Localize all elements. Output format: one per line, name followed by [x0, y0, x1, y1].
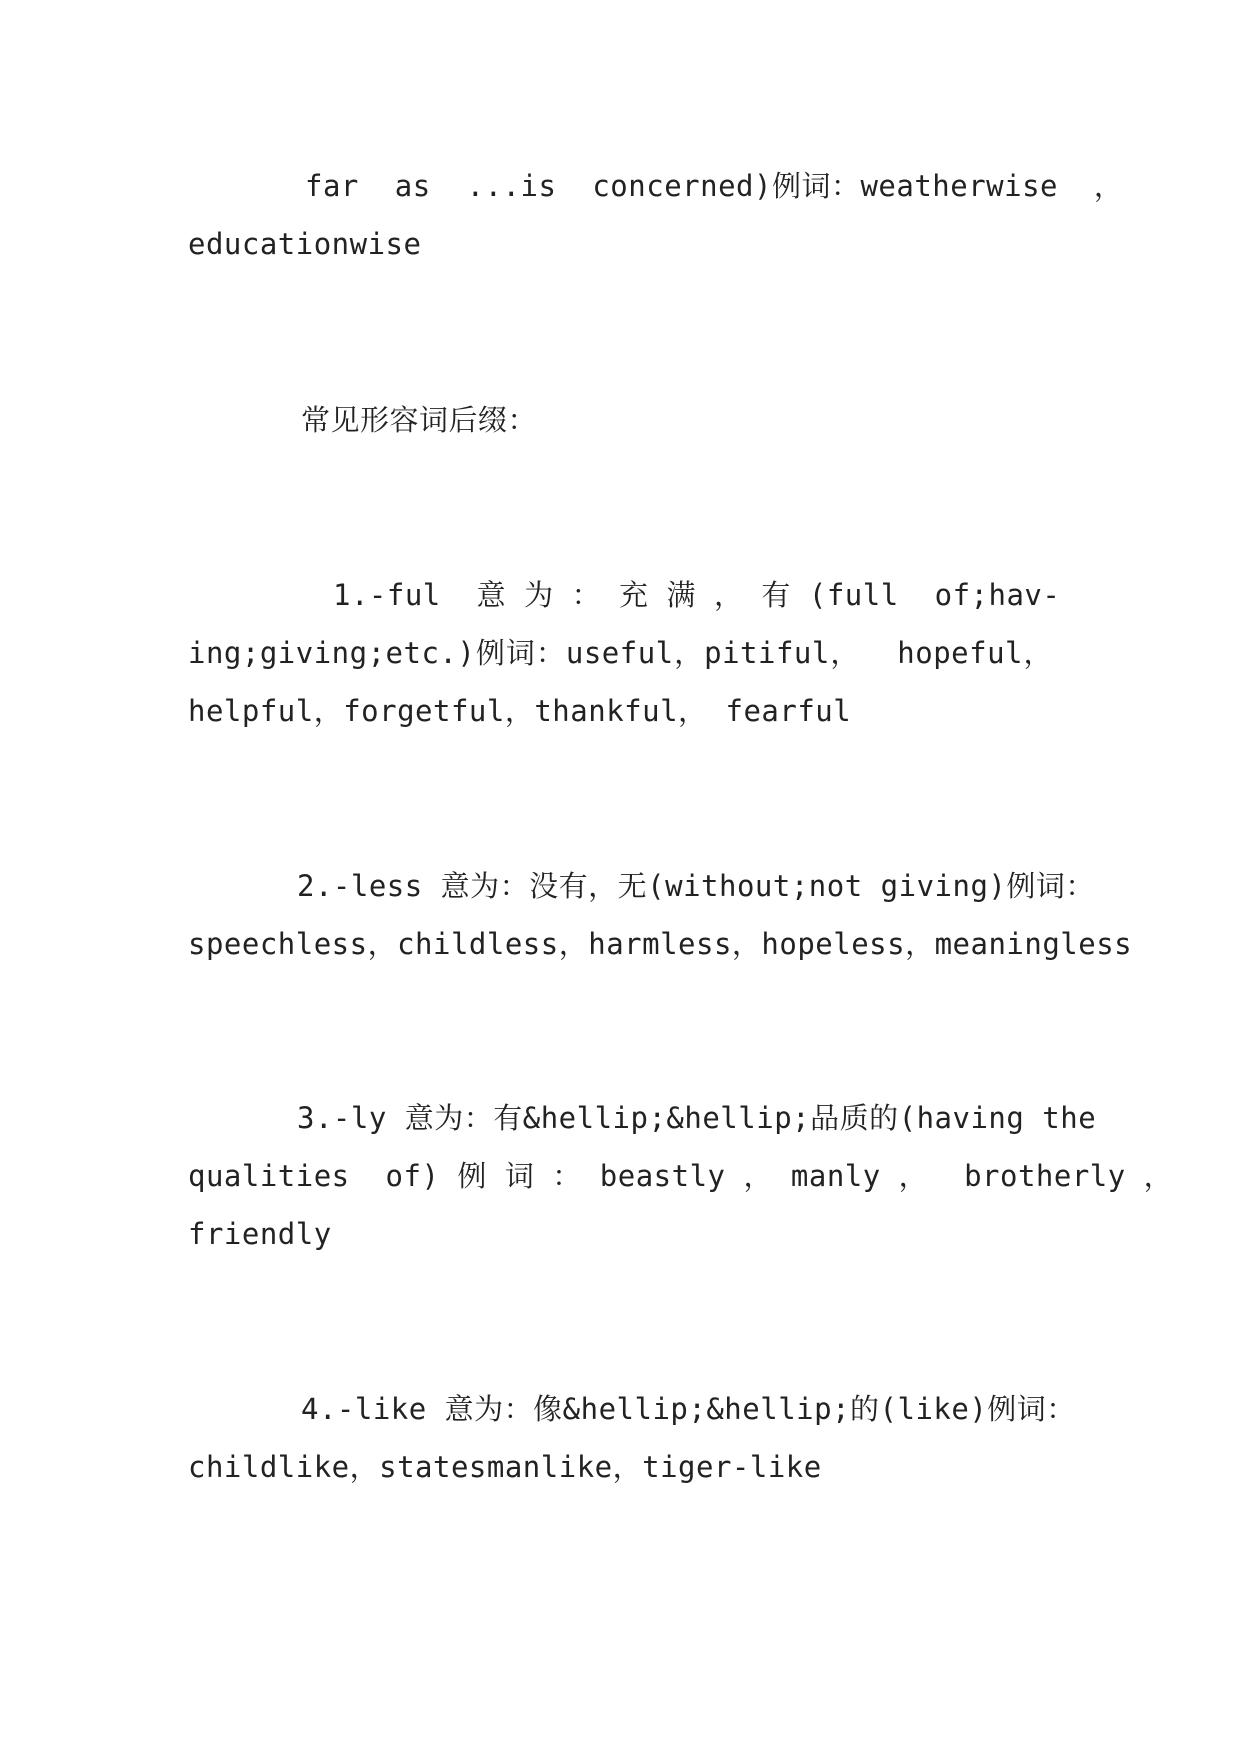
- text-line: 4.-like 意为：像&hellip;&hellip;的(like)例词：: [301, 1392, 1076, 1426]
- text-line: ing;giving;etc.)例词：useful，pitiful， hopeful，: [188, 636, 1053, 670]
- text-line: qualities of) 例 词 ： beastly ， manly ， brotherly ，: [188, 1159, 1174, 1193]
- text-line: childlike，statesmanlike，tiger-like: [188, 1450, 822, 1484]
- text-line: helpful，forgetful，thankful， fearful: [188, 694, 852, 728]
- text-line: friendly: [188, 1217, 332, 1251]
- text-line: 3.-ly 意为：有&hellip;&hellip;品质的(having the: [297, 1101, 1097, 1135]
- text-line: 2.-less 意为：没有，无(without;not giving)例词：: [297, 869, 1095, 903]
- heading-line: 常见形容词后缀：: [301, 403, 538, 437]
- text-line: far as ...is concerned)例词：weatherwise ，: [305, 169, 1124, 203]
- text-line: 1.-ful 意 为 ： 充 满 ， 有 (full of;hav-: [333, 578, 1061, 612]
- text-line: educationwise: [188, 227, 422, 261]
- text-line: speechless，childless，harmless，hopeless，meaningless: [188, 927, 1133, 961]
